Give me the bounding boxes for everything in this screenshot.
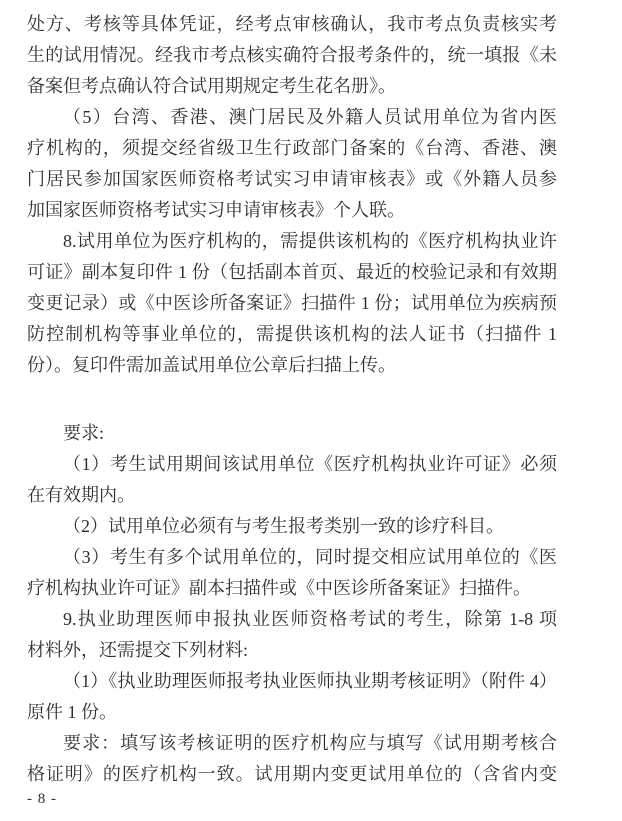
- text-line: 疗机构的，须提交经省级卫生行政部门备案的《台湾、香港、澳: [27, 138, 557, 158]
- document-body: [27, 9, 557, 790]
- text-line: 变更记录）或《中医诊所备案证》扫描件 1 份；试用单位为疾病预: [27, 293, 557, 313]
- text-line: 9.执业助理医师申报执业医师资格考试的考生，除第 1-8 项: [63, 609, 557, 629]
- text-line: （5）台湾、香港、澳门居民及外籍人员试用单位为省内医: [63, 107, 557, 127]
- page-number: - 8 -: [27, 791, 57, 807]
- text-line: （3）考生有多个试用单位的，同时提交相应试用单位的《医: [63, 547, 557, 567]
- text-line: 在有效期内。: [27, 485, 135, 505]
- text-line: 加国家医师资格考试实习申请审核表》个人联。: [27, 200, 405, 220]
- text-line: 防控制机构等事业单位的，需提供该机构的法人证书（扫描件 1: [27, 324, 557, 344]
- text-line: 处方、考核等具体凭证，经考点审核确认，我市考点负责核实考: [27, 14, 557, 34]
- paragraph-spacer: [27, 381, 557, 418]
- text-line: 材料外，还需提交下列材料:: [27, 640, 248, 660]
- text-line: 原件 1 份。: [27, 702, 117, 722]
- text-line: 格证明》的医疗机构一致。试用期内变更试用单位的（含省内变: [27, 764, 557, 784]
- text-line: 可证》副本复印件 1 份（包括副本首页、最近的校验记录和有效期: [27, 262, 557, 282]
- text-line: （1）《执业助理医师报考执业医师执业期考核证明》（附件 4）: [63, 671, 557, 691]
- text-line: 生的试用情况。经我市考点核实确符合报考条件的，统一填报《未: [27, 45, 557, 65]
- text-line: 要求：填写该考核证明的医疗机构应与填写《试用期考核合: [63, 733, 557, 753]
- text-line: 备案但考点确认符合试用期规定考生花名册》。: [27, 76, 396, 96]
- text-line: 疗机构执业许可证》副本扫描件或《中医诊所备案证》扫描件。: [27, 578, 531, 598]
- text-line: 份）。复印件需加盖试用单位公章后扫描上传。: [27, 355, 396, 375]
- text-line: 门居民参加国家医师资格考试实习申请审核表》或《外籍人员参: [27, 169, 557, 189]
- text-line: （1）考生试用期间该试用单位《医疗机构执业许可证》必须: [63, 454, 557, 474]
- text-line: 8.试用单位为医疗机构的，需提供该机构的《医疗机构执业许: [63, 231, 557, 251]
- text-line: 要求:: [63, 423, 105, 443]
- text-line: （2）试用单位必须有与考生报考类别一致的诊疗科目。: [63, 516, 504, 536]
